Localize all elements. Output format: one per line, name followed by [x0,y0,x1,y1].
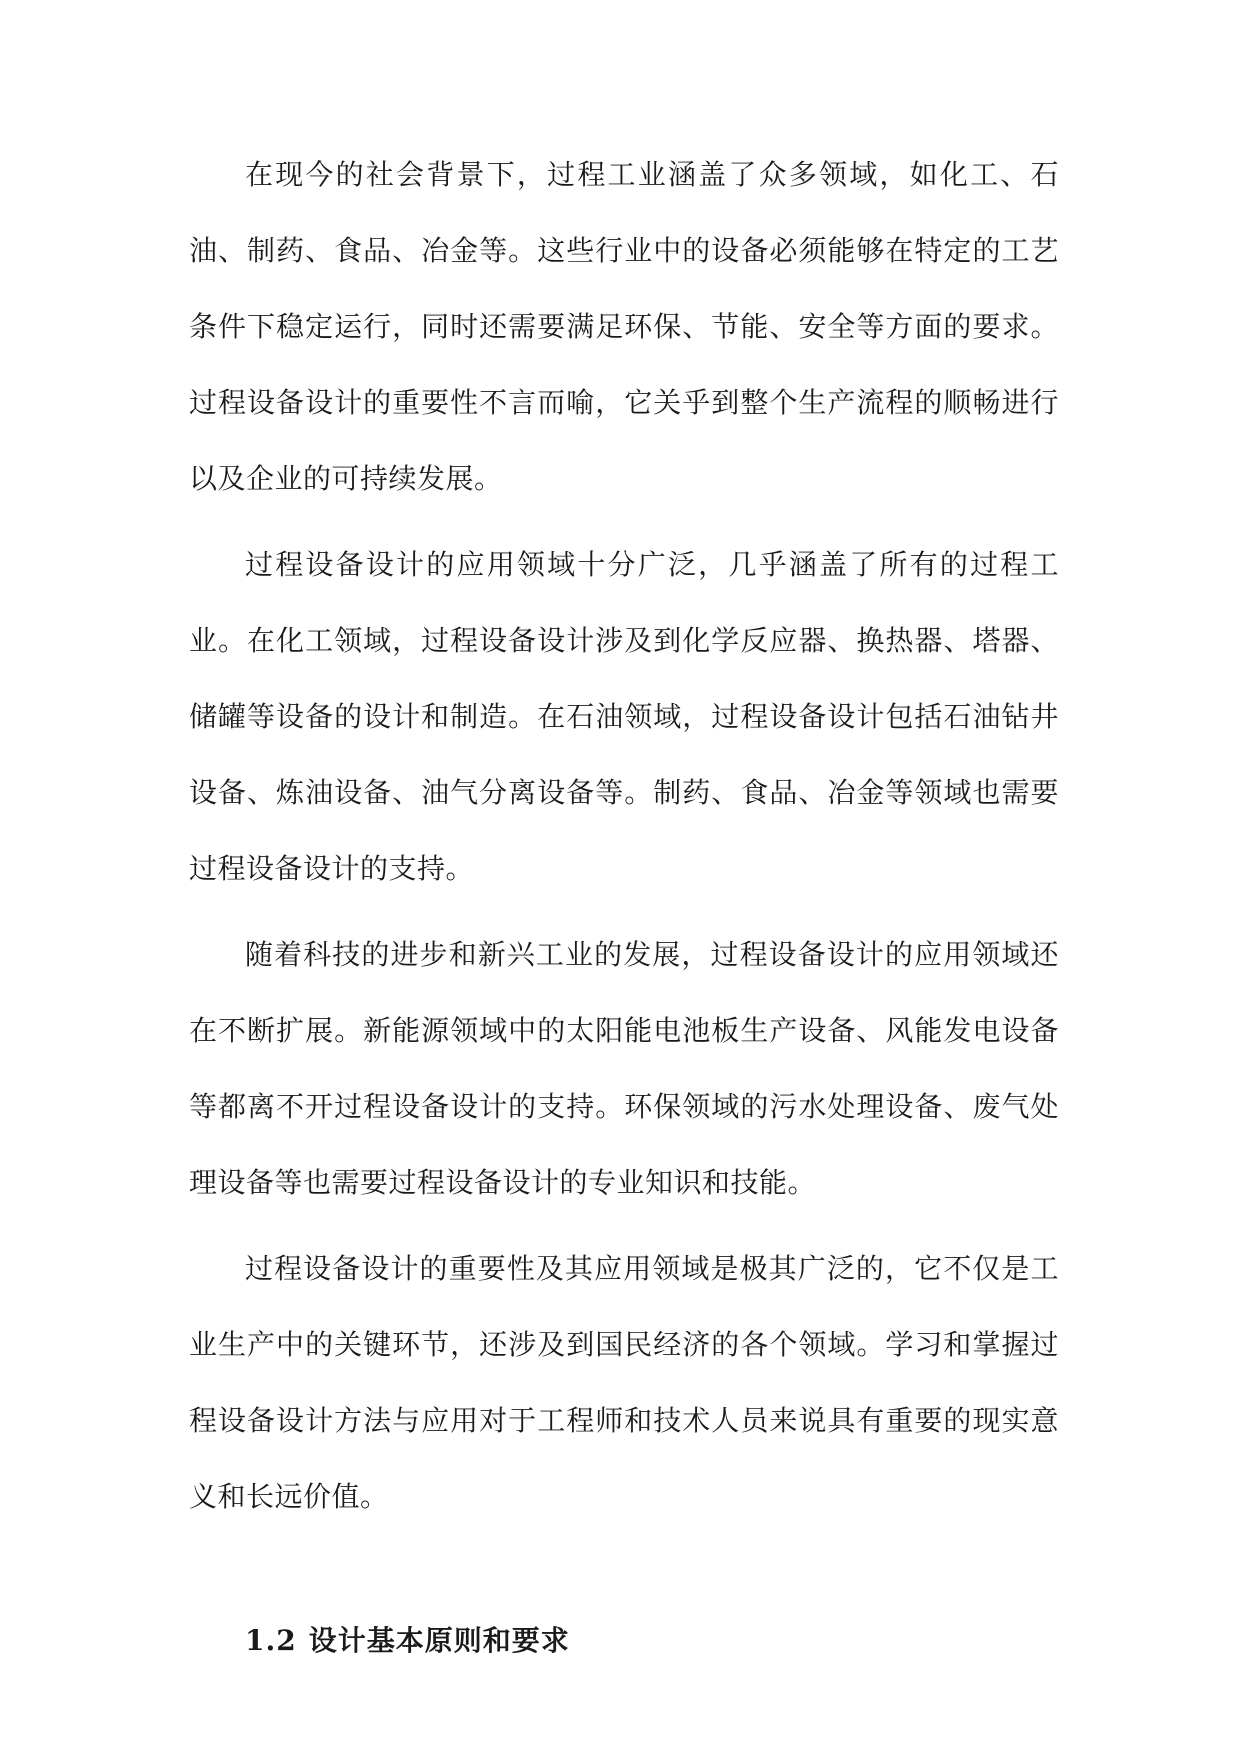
section-title: 设计基本原则和要求 [308,1624,570,1657]
section-number: 1.2 [245,1624,297,1657]
body-paragraph: 随着科技的进步和新兴工业的发展，过程设备设计的应用领域还在不断扩展。新能源领域中的太阳能电池板生产设备、风能发电设备等都离不开过程设备设计的支持。环保领域的污水处理设备、废气处理设备等也需要过程设备设计的专业知识和技能。 [189,938,1059,1199]
document-body [189,137,1059,1661]
body-paragraph: 过程设备设计的应用领域十分广泛，几乎涵盖了所有的过程工业。在化工领域，过程设备设计涉及到化学反应器、换热器、塔器、储罐等设备的设计和制造。在石油领域，过程设备设计包括石油钻井设备、炼油设备、油气分离设备等。制药、食品、冶金等领域也需要过程设备设计的支持。 [189,548,1059,885]
body-paragraph: 在现今的社会背景下，过程工业涵盖了众多领域，如化工、石油、制药、食品、冶金等。这些行业中的设备必须能够在特定的工艺条件下稳定运行，同时还需要满足环保、节能、安全等方面的要求。过程设备设计的重要性不言而喻，它关乎到整个生产流程的顺畅进行以及企业的可持续发展。 [189,158,1059,495]
body-paragraph: 过程设备设计的重要性及其应用领域是极其广泛的，它不仅是工业生产中的关键环节，还涉及到国民经济的各个领域。学习和掌握过程设备设计方法与应用对于工程师和技术人员来说具有重要的现实意义和长远价值。 [189,1252,1059,1513]
section-heading [245,1621,1059,1661]
